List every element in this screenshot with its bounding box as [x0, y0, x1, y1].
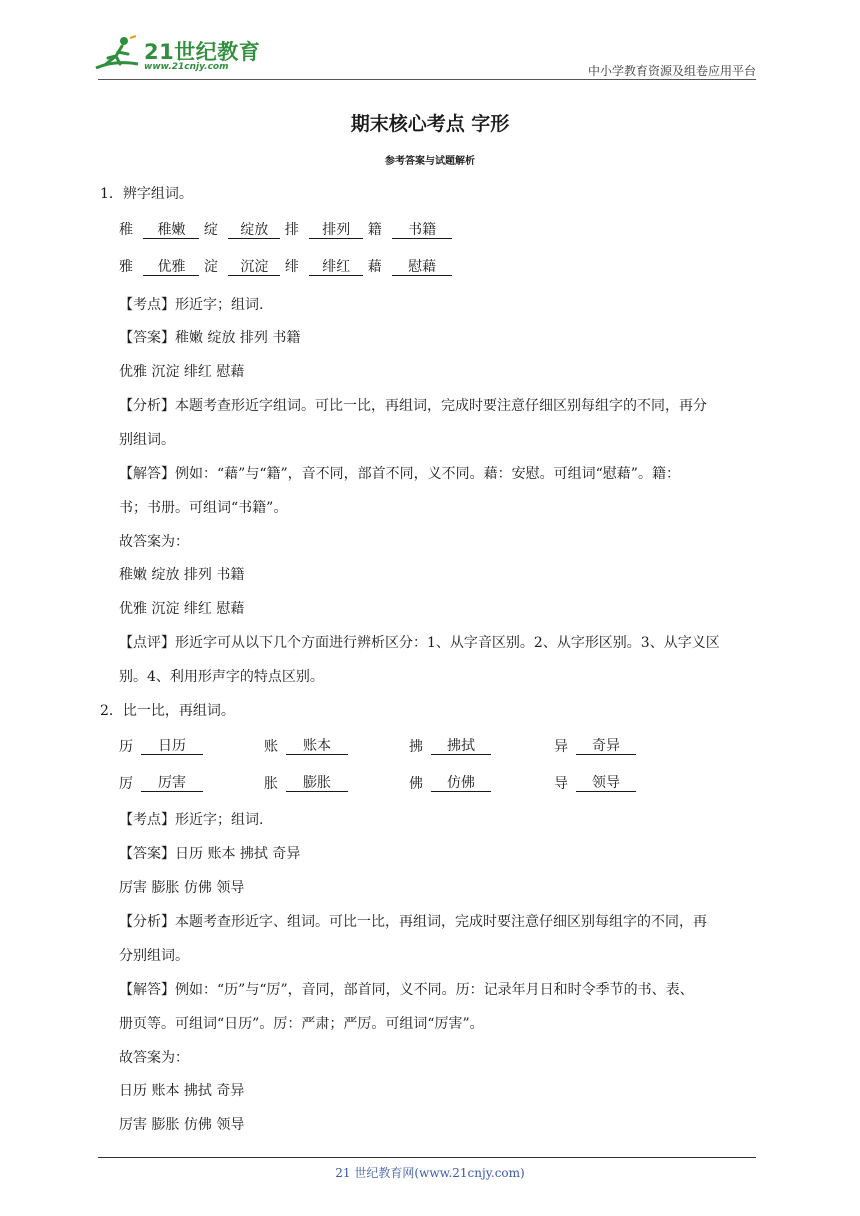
q1-analysis-line1: 【分析】本题考查形近字组词。可比一比，再组词，完成时要注意仔细区别每组字的不同，再分 [119, 398, 707, 414]
q1-kaodian: 【考点】形近字；组词. [119, 297, 264, 313]
q2-analysis-line1: 【分析】本题考查形近字、组词。可比一比，再组词，完成时要注意仔细区别每组字的不同，再 [119, 914, 707, 930]
q2-char: 账 [264, 739, 278, 755]
page-subtitle: 参考答案与试题解析 [385, 156, 475, 167]
q1-comment-line1: 【点评】形近字可从以下几个方面进行辨析区分：1、从字音区别。2、从字形区别。3、从字义区 [119, 635, 720, 651]
q1-prompt: 1．辨字组词。 [100, 186, 193, 202]
q2-answer: 仿佛 [431, 775, 491, 792]
q1-final-line1: 稚嫩 绽放 排列 书籍 [119, 567, 245, 583]
q1-comment-line2: 别。4、利用形声字的特点区别。 [119, 669, 324, 685]
q1-answer: 绽放 [228, 222, 280, 239]
logo-url: www.21cnjy.com [144, 62, 229, 72]
q2-answer: 奇异 [576, 738, 636, 755]
q1-answer: 优雅 [143, 259, 199, 276]
q2-answer: 账本 [286, 738, 348, 755]
footer-divider [98, 1157, 756, 1158]
q2-char: 佛 [409, 776, 423, 792]
q2-char: 导 [554, 776, 568, 792]
q1-answer: 稚嫩 [143, 222, 199, 239]
q2-final-line1: 日历 账本 拂拭 奇异 [119, 1083, 245, 1099]
q1-char: 稚 [119, 222, 133, 238]
q2-char: 拂 [409, 739, 423, 755]
q1-char: 雅 [119, 259, 133, 275]
q2-analysis-line2: 分别组词。 [119, 948, 189, 964]
q1-char: 藉 [367, 259, 382, 275]
q1-analysis-line2: 别组词。 [119, 432, 175, 448]
q2-final-line2: 厉害 膨胀 仿佛 领导 [119, 1117, 245, 1133]
q1-char: 籍 [367, 222, 382, 238]
q2-answer: 领导 [576, 775, 636, 792]
q2-kaodian: 【考点】形近字；组词. [119, 812, 264, 828]
q1-answer: 排列 [309, 222, 363, 239]
q2-solution-line1: 【解答】例如：“历”与“厉”，音同，部首同，义不同。历：记录年月日和时令季节的书、表、 [119, 982, 694, 998]
q1-answer: 绯红 [309, 259, 363, 276]
q2-answer: 膨胀 [286, 775, 348, 792]
q2-answer-line1: 【答案】日历 账本 拂拭 奇异 [119, 846, 301, 862]
q1-row2 [119, 258, 452, 276]
q2-char: 异 [554, 739, 568, 755]
q1-answer-line1: 【答案】稚嫩 绽放 排列 书籍 [119, 330, 301, 346]
footer-link[interactable]: 21 世纪教育网(www.21cnjy.com) [335, 1166, 525, 1180]
q2-char: 历 [119, 739, 133, 755]
q1-solution-line1: 【解答】例如：“藉”与“籍”，音不同，部首不同，义不同。藉：安慰。可组词“慰藉”。籍： [119, 466, 680, 482]
q1-char: 排 [284, 222, 299, 238]
q2-solution-line2: 册页等。可组词“日历”。厉：严肃；严厉。可组词“厉害”。 [119, 1016, 484, 1032]
q2-char: 厉 [119, 776, 133, 792]
page-title: 期末核心考点 字形 [350, 113, 510, 135]
q2-prompt: 2．比一比，再组词。 [100, 703, 235, 719]
header-platform-name: 中小学教育资源及组卷应用平台 [587, 64, 756, 78]
q1-char: 绯 [284, 259, 299, 275]
q2-answer: 拂拭 [431, 738, 491, 755]
q2-answer: 厉害 [141, 775, 203, 792]
q1-char: 淀 [203, 259, 218, 275]
q2-therefore: 故答案为： [119, 1050, 189, 1066]
q1-char: 绽 [203, 222, 218, 238]
q1-final-line2: 优雅 沉淀 绯红 慰藉 [119, 601, 245, 617]
logo-text: 21世纪教育 [144, 40, 261, 64]
header-divider [98, 79, 756, 80]
q1-answer: 慰藉 [392, 259, 452, 276]
q2-answer: 日历 [141, 738, 203, 755]
site-logo [94, 34, 264, 80]
q1-therefore: 故答案为： [119, 534, 189, 550]
q2-answer-line2: 厉害 膨胀 仿佛 领导 [119, 880, 245, 896]
q2-char: 胀 [264, 776, 278, 792]
q1-answer: 沉淀 [228, 259, 280, 276]
runner-icon [94, 34, 140, 74]
q1-answer: 书籍 [392, 222, 452, 239]
q1-solution-line2: 书；书册。可组词“书籍”。 [119, 500, 288, 516]
q1-answer-line2: 优雅 沉淀 绯红 慰藉 [119, 364, 245, 380]
q1-row1 [119, 221, 452, 239]
